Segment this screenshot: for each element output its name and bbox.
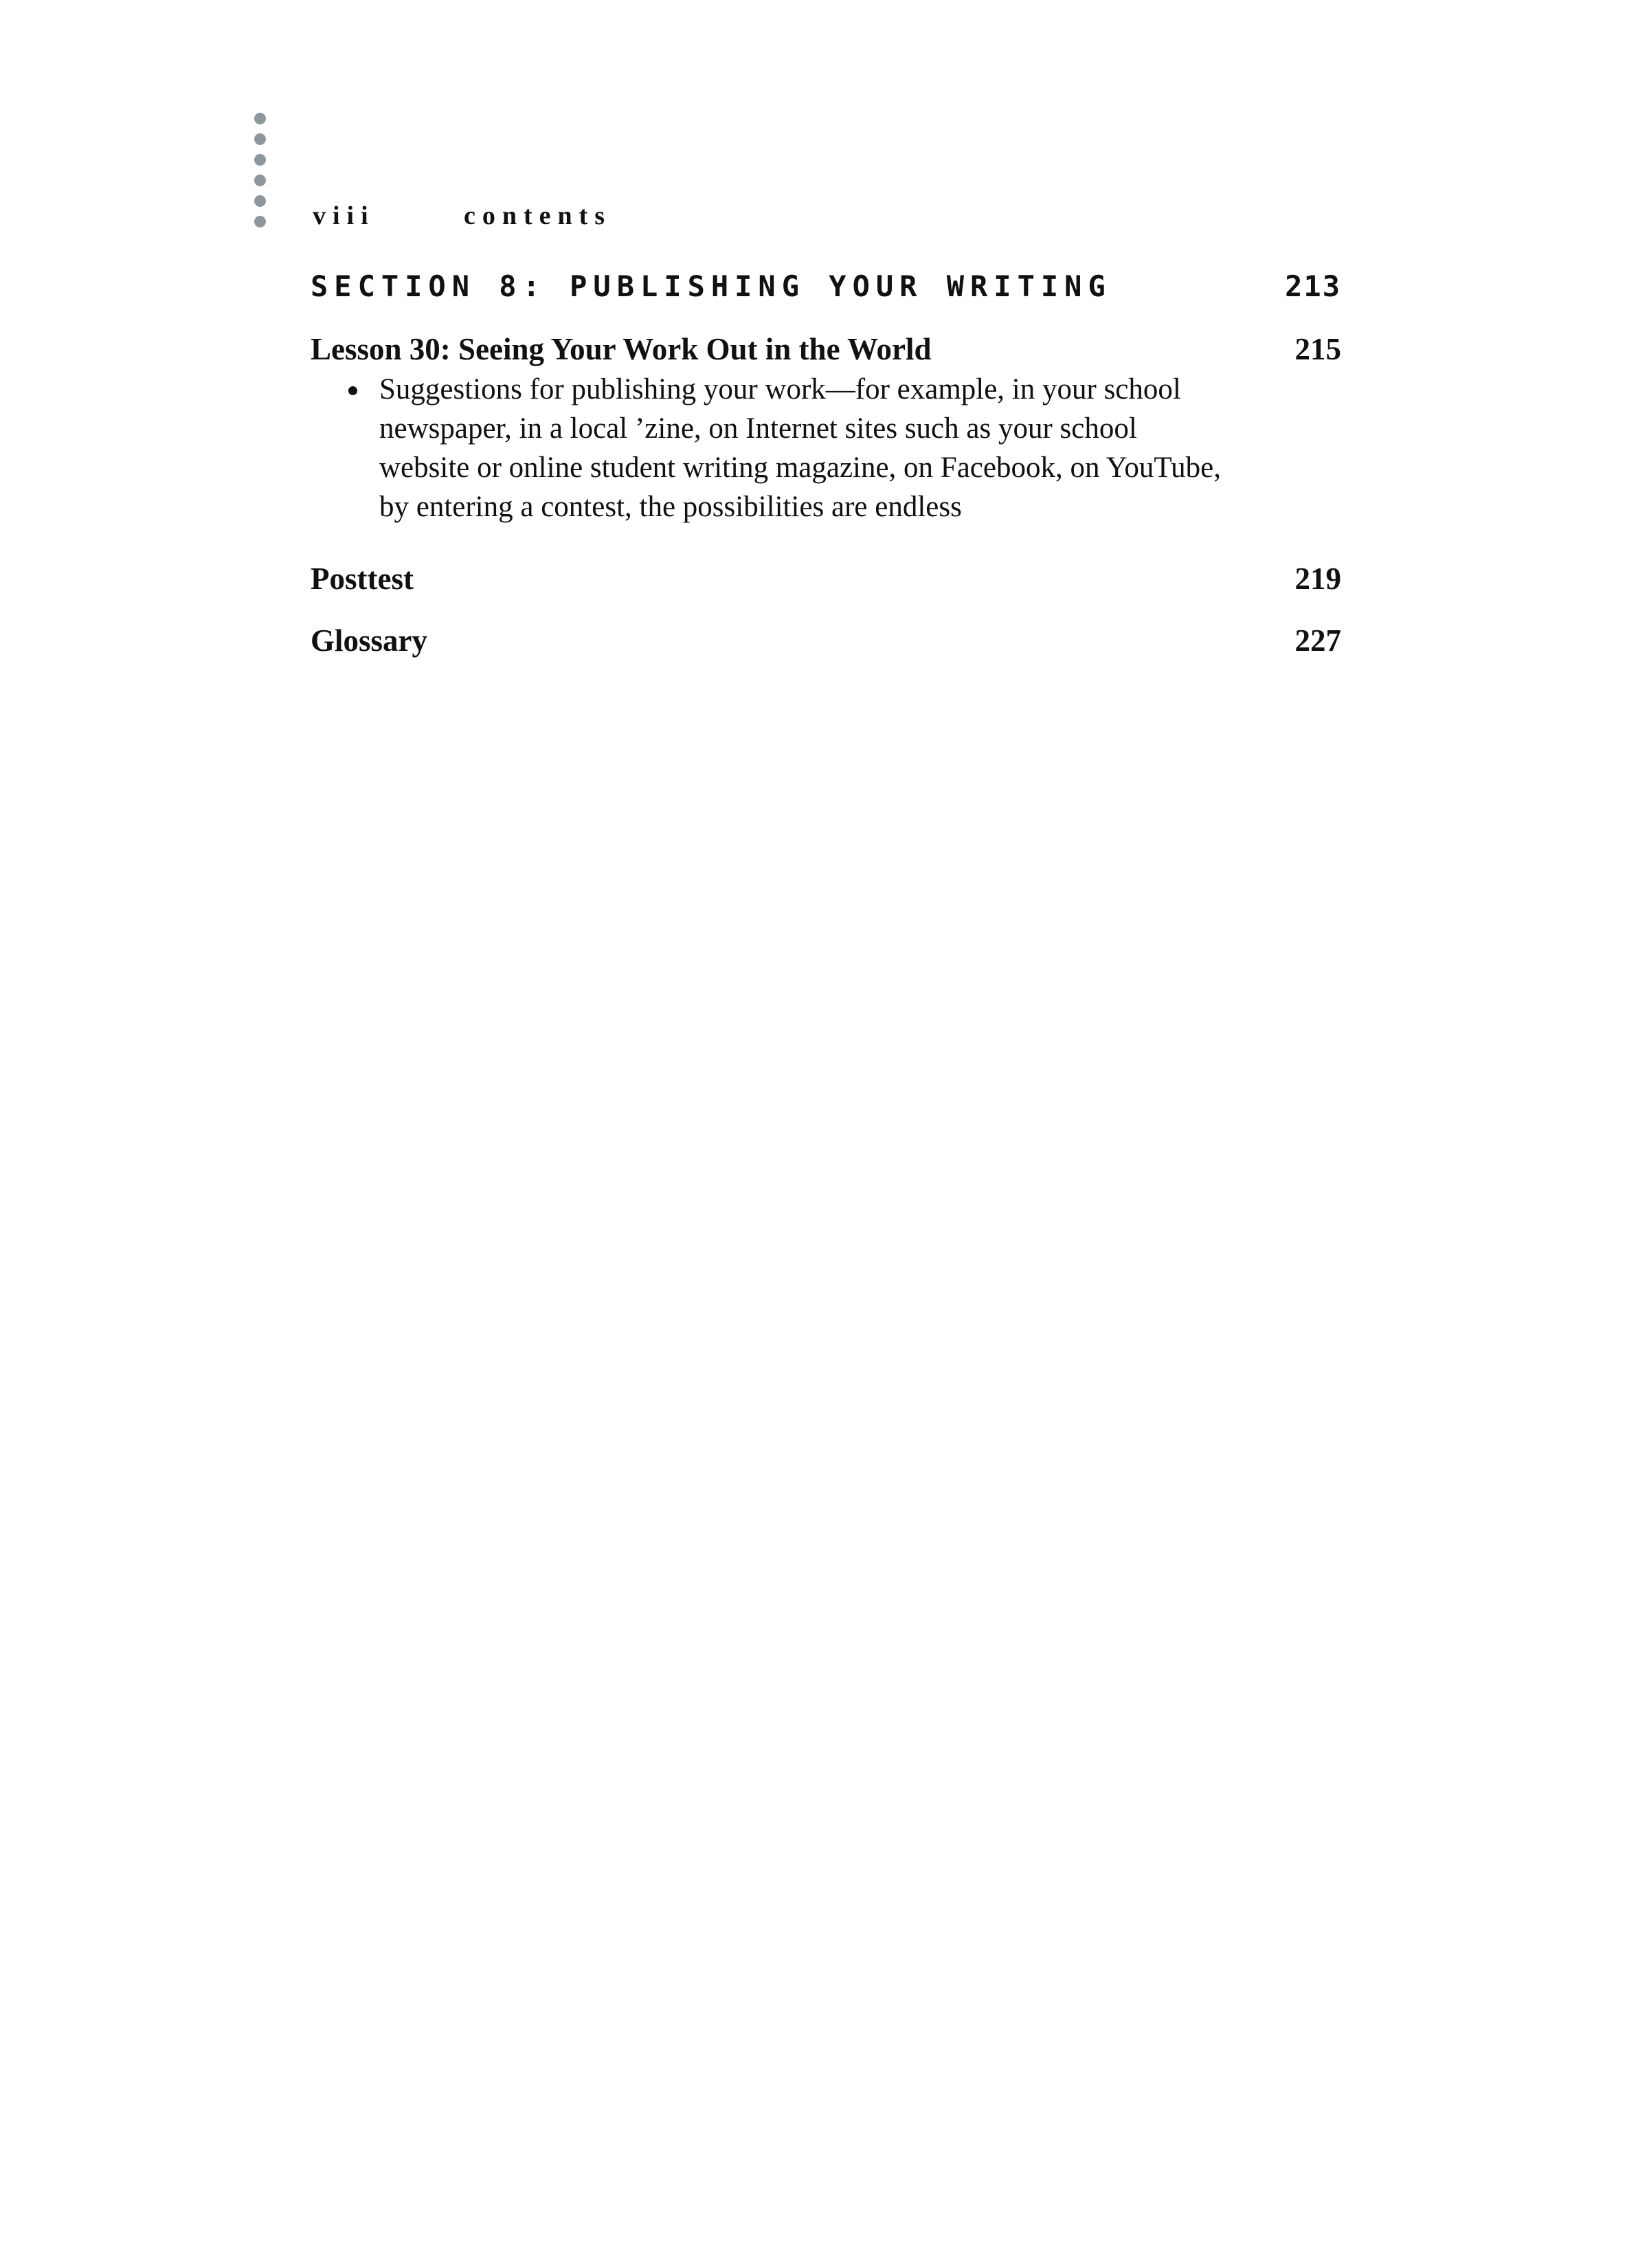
lesson-bullet-list xyxy=(311,370,1341,526)
lesson-page-number: 215 xyxy=(1294,332,1341,366)
running-head-title: contents xyxy=(464,201,612,230)
toc-lesson-entry xyxy=(311,331,1341,367)
decorative-dots xyxy=(254,113,268,236)
glossary-title: Glossary xyxy=(311,623,428,658)
section-title: SECTION 8: PUBLISHING YOUR WRITING xyxy=(311,269,1112,303)
table-of-contents xyxy=(311,269,1341,658)
dot-icon xyxy=(254,195,266,207)
page-folio: viii xyxy=(313,201,375,230)
dot-icon xyxy=(254,113,266,124)
toc-posttest-entry xyxy=(311,561,1341,597)
list-item xyxy=(311,370,1231,526)
toc-section-entry xyxy=(311,269,1341,311)
glossary-page-number: 227 xyxy=(1294,623,1341,658)
dot-icon xyxy=(254,154,266,166)
running-head xyxy=(313,201,612,231)
lesson-title: Lesson 30: Seeing Your Work Out in the World xyxy=(311,332,932,366)
posttest-title: Posttest xyxy=(311,562,414,596)
posttest-page-number: 219 xyxy=(1294,562,1341,596)
dot-icon xyxy=(254,216,266,227)
dot-icon xyxy=(254,175,266,186)
section-page-number: 213 xyxy=(1285,269,1341,303)
toc-glossary-entry xyxy=(311,623,1341,658)
dot-icon xyxy=(254,133,266,145)
bullet-text: Suggestions for publishing your work—for example, in your school newspaper, in a local ’zine, on Internet sites such as your school website or online student writing magazine, on Facebook, on YouTube, by entering a contest, the possibilities are endless xyxy=(379,373,1221,523)
bullet-icon xyxy=(348,386,357,395)
